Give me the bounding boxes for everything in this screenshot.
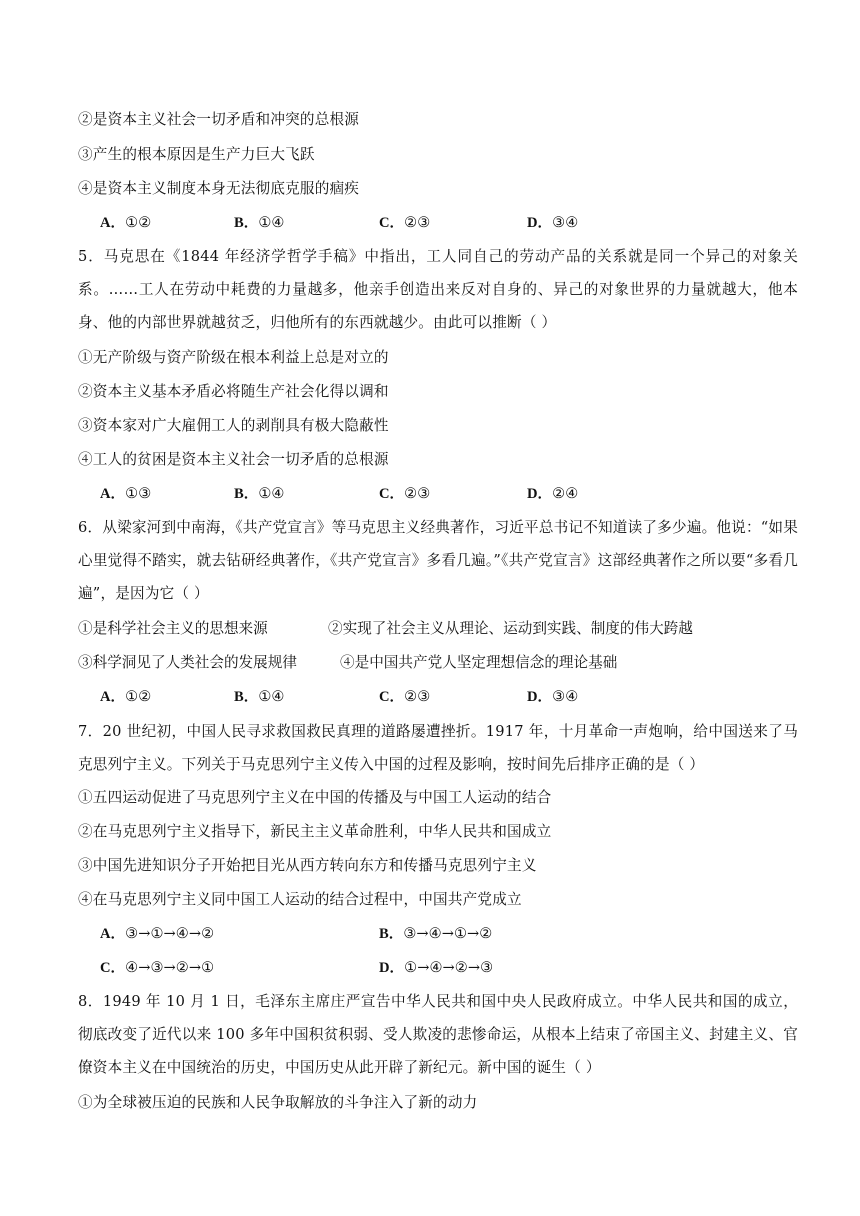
q6-option-c: C．②③ xyxy=(379,688,431,705)
q6-statement-2: ②实现了社会主义从理论、运动到实践、制度的伟大跨越 xyxy=(328,620,693,637)
q5-option-d: D．②④ xyxy=(527,485,579,502)
q4-option-d: D．③④ xyxy=(527,214,579,231)
q8-statement-1: ①为全球被压迫的民族和人民争取解放的斗争注入了新的动力 xyxy=(78,1094,478,1111)
q4-statement-2: ②是资本主义社会一切矛盾和冲突的总根源 xyxy=(78,111,360,128)
q4-option-a: A．①② xyxy=(100,214,152,231)
q6-statement-1: ①是科学社会主义的思想来源 xyxy=(78,620,268,637)
q4-statement-3: ③产生的根本原因是生产力巨大飞跃 xyxy=(78,146,315,163)
q4-options xyxy=(100,213,800,233)
q6-option-a: A．①② xyxy=(100,688,152,705)
q5-statement-4: ④工人的贫困是资本主义社会一切矛盾的总根源 xyxy=(78,451,389,468)
q6-statements-row-2 xyxy=(78,653,798,673)
q6-statement-4: ④是中国共产党人坚定理想信念的理论基础 xyxy=(340,654,618,671)
q4-option-c: C．②③ xyxy=(379,214,431,231)
q7-option-b: B．③→④→①→② xyxy=(379,925,493,942)
q7-statement-4: ④在马克思列宁主义同中国工人运动的结合过程中，中国共产党成立 xyxy=(78,891,522,908)
q5-stem: 5．马克思在《1844 年经济学哲学手稿》中指出，工人同自己的劳动产品的关系就是同一个异己的对象关系。……工人在劳动中耗费的力量越多，他亲手创造出来反对自身的、异己的对象世界的力量就越大，他本身、他的内部世界就越贫乏，归他所有的东西就越少。由此可以推断（ ） xyxy=(78,248,798,331)
q7-options-row-2 xyxy=(100,958,800,978)
q5-options xyxy=(100,484,800,504)
q5-statement-3: ③资本家对广大雇佣工人的剥削具有极大隐蔽性 xyxy=(78,417,389,434)
q7-statement-1: ①五四运动促进了马克思列宁主义在中国的传播及与中国工人运动的结合 xyxy=(78,789,552,806)
q6-option-d: D．③④ xyxy=(527,688,579,705)
q6-statement-3: ③科学洞见了人类社会的发展规律 xyxy=(78,654,297,671)
q7-statement-3: ③中国先进知识分子开始把目光从西方转向东方和传播马克思列宁主义 xyxy=(78,857,537,874)
q4-statement-4: ④是资本主义制度本身无法彻底克服的痼疾 xyxy=(78,180,360,197)
q7-stem: 7．20 世纪初，中国人民寻求救国救民真理的道路屡遭挫折。1917 年，十月革命一声炮响，给中国送来了马克思列宁主义。下列关于马克思列宁主义传入中国的过程及影响，按时间先后排序正确的是（ ） xyxy=(78,723,798,773)
q6-option-b: B．①④ xyxy=(234,688,285,705)
q7-statement-2: ②在马克思列宁主义指导下，新民主主义革命胜利，中华人民共和国成立 xyxy=(78,823,552,840)
q5-statement-1: ①无产阶级与资产阶级在根本利益上总是对立的 xyxy=(78,349,389,366)
q5-option-a: A．①③ xyxy=(100,485,152,502)
q7-option-d: D．①→④→②→③ xyxy=(379,959,494,976)
q7-option-c: C．④→③→②→① xyxy=(100,959,215,976)
q8-stem: 8．1949 年 10 月 1 日，毛泽东主席庄严宣告中华人民共和国中央人民政府成立。中华人民共和国的成立，彻底改变了近代以来 100 多年中国积贫积弱、受人欺凌的悲惨命运，从根本上结束了帝国主义、封建主义、官僚资本主义在中国统治的历史，中国历史从此开辟了新纪元。新中国的诞生（ ） xyxy=(78,993,798,1076)
q5-option-b: B．①④ xyxy=(234,485,285,502)
q7-options-row-1 xyxy=(100,924,800,944)
q7-option-a: A．③→①→④→② xyxy=(100,925,215,942)
q6-stem: 6．从梁家河到中南海，《共产党宣言》等马克思主义经典著作，习近平总书记不知道读了多少遍。他说：“如果心里觉得不踏实，就去钻研经典著作，《共产党宣言》多看几遍。”《共产党宣言》这部经典著作之所以要“多看几遍”，是因为它（ ） xyxy=(78,519,798,602)
q4-option-b: B．①④ xyxy=(234,214,285,231)
q6-options xyxy=(100,687,800,707)
q5-statement-2: ②资本主义基本矛盾必将随生产社会化得以调和 xyxy=(78,383,389,400)
q6-statements-row-1 xyxy=(78,619,798,639)
q5-option-c: C．②③ xyxy=(379,485,431,502)
